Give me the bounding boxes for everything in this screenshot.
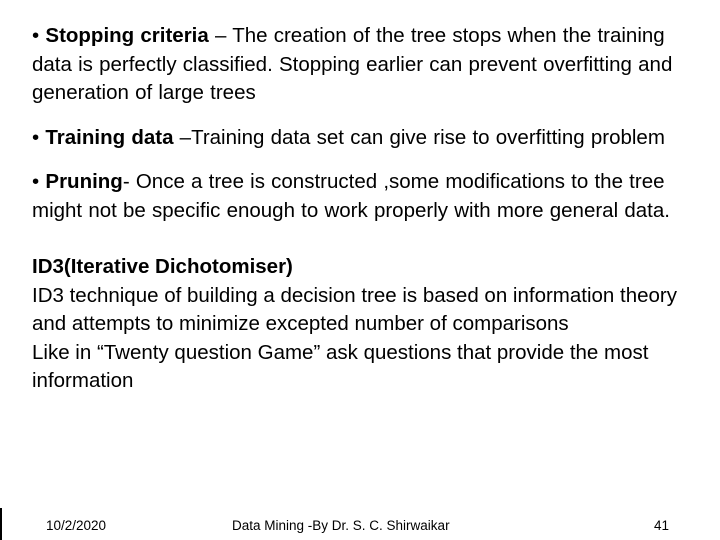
bullet-marker: • [32,125,40,149]
id3-analogy-paragraph: Like in “Twenty question Game” ask questions that provide the most information [32,340,649,392]
bullet-marker: • [32,24,40,47]
bullet-term: Pruning [45,170,123,193]
id3-heading: ID3(Iterative Dichotomiser) [32,255,293,278]
slide-content [32,22,702,396]
bullet-pruning [32,168,702,225]
id3-section [32,253,702,396]
bullet-marker: • [32,170,40,193]
bullet-text: –Training data set can give rise to overfitting problem [173,125,665,149]
footer-title: Data Mining -By Dr. S. C. Shirwaikar [232,518,450,533]
slide-footer [0,508,720,540]
bullet-text: – The creation of the tree stops when the training data is perfectly classified. Stopping earlier can prevent overfitting and generation of large trees [32,24,673,104]
footer-page-number: 41 [654,518,670,533]
bullet-term: Stopping criteria [45,24,209,47]
bullet-stopping-criteria [32,22,702,108]
bullet-training-data [32,124,702,153]
bullet-term: Training data [45,125,174,149]
id3-paragraph: ID3 technique of building a decision tree is based on information theory and attempts to minimize excepted number of comparisons [32,283,678,335]
footer-date: 10/2/2020 [46,518,107,533]
bullet-text: - Once a tree is constructed ,some modifications to the tree might not be specific enough to work properly with more general data. [32,170,670,222]
